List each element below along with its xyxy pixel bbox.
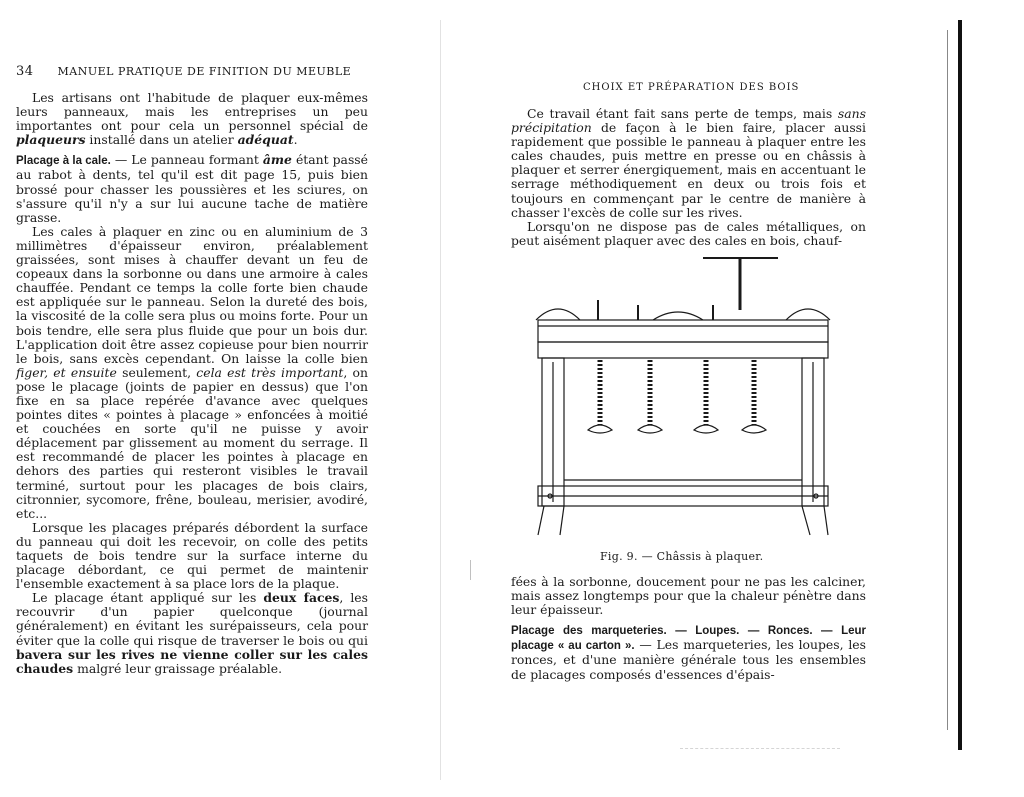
- paragraph: fées à la sorbonne, doucement pour ne pas les calciner, mais assez longtemps pour que la chaleur pénètre dans leur épaisseur.: [511, 574, 866, 618]
- paragraph: Le placage étant appliqué sur les deux faces, les recouvrir d'un papier quelconque (journal généralement) en évitant les surépaisseurs, cela pour éviter que la colle qui risque de traverser le bois ou qui bavera sur les rives ne vienne coller sur les cales chaudes malgré leur graissage préalable.: [16, 590, 368, 676]
- paragraph: Ce travail étant fait sans perte de temps, mais sans précipitation de façon à le bien faire, placer aussi rapidement que possible le panneau à plaquer entre les cales chaudes, puis mettre en presse ou en châssis à plaquer et serrer énergiquement, mais en accentuant le serrage méthodiquement en deux ou trois fois et toujours en commençant par le centre de manière à chasser l'excès de colle sur les rives.: [511, 106, 866, 220]
- paragraph: Les cales à plaquer en zinc ou en aluminium de 3 millimètres d'épaisseur environ, préalablement graissées, sont mises à chauffer devant un feu de copeaux dans la sorbonne ou dans une armoire à cales chauffée. Pendant ce temps la colle forte bien chaude est appliquée sur le panneau. Selon la dureté des bois, la viscosité de la colle sera plus ou moins forte. Pour un bois tendre, elle sera plus fluide que pour un bois dur. L'application doit être assez copieuse pour bien nourrir le bois, sans excès cependant. On laisse la colle bien figer, et ensuite seulement, cela est très important, on pose le placage (joints de papier en dessus) que l'on fixe en sa place repérée d'avance avec quelques pointes dites « pointes à placage » enfoncées à moitié et couchées en sorte qu'il ne puisse y avoir déplacement par glissement au moment du serrage. Il est recommandé de placer les pointes à placage en dehors des parties qui resteront visibles le travail terminé, surtout pour les placages de bois clairs, citronnier, sycomore, frêne, bouleau, merisier, avodiré, etc...: [16, 223, 368, 521]
- paragraph-placage-cale: Placage à la cale. — Le panneau formant âme étant passé au rabot à dents, tel qu'il est dit page 15, puis bien brossé pour chasser les poussières et les sciures, on s'assure qu'il n'y a sur lui aucune tache de matière grasse.: [16, 152, 368, 225]
- paragraph-placage-marqueteries: Placage des marqueteries. — Loupes. — Ronces. — Leur placage « au carton ». — Les marqueteries, les loupes, les ronces, et d'une manière générale tous les ensembles de placages composés d'essences d'épais-: [511, 625, 866, 682]
- page-edge-line: [958, 20, 962, 750]
- left-text-column: [16, 91, 368, 676]
- page-number: 34: [16, 64, 34, 79]
- scan-mark: [680, 748, 840, 749]
- right-running-head: CHOIX ET PRÉPARATION DES BOIS: [583, 82, 800, 93]
- page-edge-shadow: [947, 30, 948, 730]
- section-heading: Placage des marqueteries. — Loupes. — Ronces. — Leur placage « au carton ».: [511, 625, 866, 653]
- gutter-line: [440, 20, 441, 780]
- paragraph: Les artisans ont l'habitude de plaquer eux-mêmes leurs panneaux, mais les entreprises un peu importantes ont pour cela un personnel spécial de plaqueurs installé dans un atelier adéquat.: [16, 90, 368, 148]
- left-running-head: [16, 64, 416, 79]
- paragraph: Lorsqu'on ne dispose pas de cales métalliques, on peut aisément plaquer avec des cales en bois, chauf-: [511, 218, 866, 248]
- section-heading: Placage à la cale.: [16, 155, 111, 168]
- right-text-top: [511, 107, 866, 248]
- figure-caption: Fig. 9. — Châssis à plaquer.: [600, 550, 764, 563]
- right-text-bottom: [511, 575, 866, 682]
- paragraph: Lorsque les placages préparés débordent la surface du panneau qui doit les recevoir, on colle des petits taquets de bois tendre sur la surface interne du placage débordant, ce qui permet de maintenir l'ensemble exactement à sa place lors de la plaque.: [16, 519, 368, 592]
- left-page: [0, 0, 470, 797]
- left-running-title: MANUEL PRATIQUE DE FINITION DU MEUBLE: [57, 65, 352, 78]
- figure-chassis-a-plaquer: [528, 250, 838, 545]
